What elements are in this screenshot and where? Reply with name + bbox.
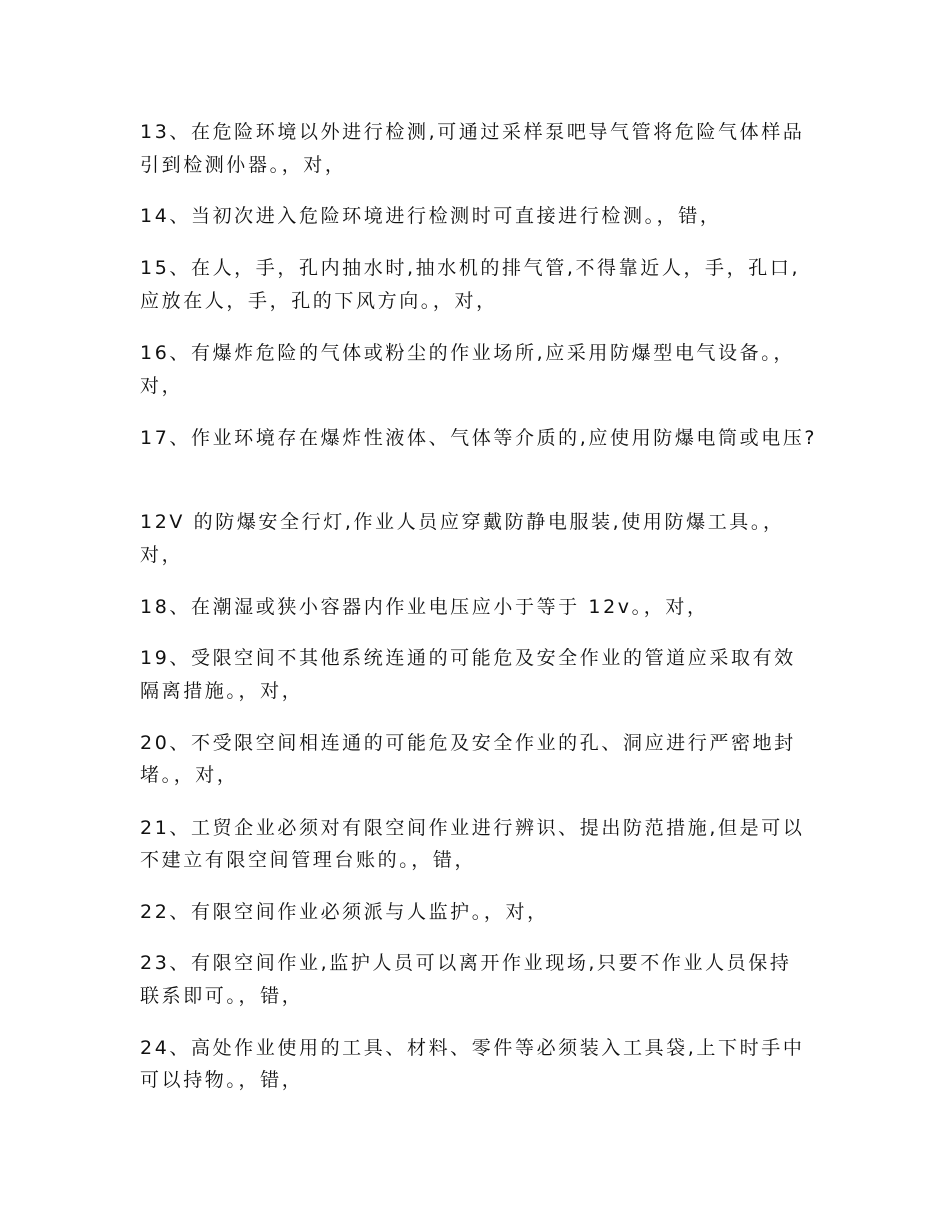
item-line: 12V 的防爆安全行灯,作业人员应穿戴防静电服装,使用防爆工具。， <box>140 511 785 533</box>
item-line: 对， <box>140 375 184 397</box>
item-line: 堵。，对， <box>140 764 239 786</box>
item-line: 22、有限空间作业必须派与人监护。，对， <box>140 901 549 923</box>
item-line: 不建立有限空间管理台账的。，错， <box>140 849 477 871</box>
item-line: 隔离措施。，对， <box>140 680 304 702</box>
item-line: 对， <box>140 544 184 566</box>
item-line: 18、在潮湿或狭小容器内作业电压应小于等于 12v。，对， <box>140 596 709 618</box>
item-line: 联系即可。，错， <box>140 985 304 1007</box>
item-line: 应放在人，手，孔的下风方向。，对， <box>140 290 498 312</box>
item-line: 24、高处作业使用的工具、材料、零件等必须装入工具袋,上下时手中 <box>140 1037 805 1059</box>
item-line: 21、工贸企业必须对有限空间作业进行辨识、提出防范措施,但是可以 <box>140 817 805 839</box>
item-line: 16、有爆炸危险的气体或粉尘的作业场所,应采用防爆型电气设备。， <box>140 342 795 364</box>
item-line: 19、受限空间不其他系统连通的可能危及安全作业的管道应采取有效 <box>140 647 796 669</box>
item-line: 23、有限空间作业,监护人员可以离开作业现场,只要不作业人员保持 <box>140 952 792 974</box>
item-line: 20、不受限空间相连通的可能危及安全作业的孔、洞应进行严密地封 <box>140 732 796 754</box>
item-line: 14、当初次进入危险环境进行检测时可直接进行检测。，错， <box>140 205 722 227</box>
item-line: 15、在人，手，孔内抽水时,抽水机的排气管,不得靠近人，手，孔口, <box>140 257 801 279</box>
item-line: 13、在危险环境以外进行检测,可通过采样泵吧导气管将危险气体样品 <box>140 121 805 143</box>
item-line: 可以持物。，错， <box>140 1069 304 1091</box>
item-line: 17、作业环境存在爆炸性液体、气体等介质的,应使用防爆电筒或电压? <box>140 427 818 449</box>
item-line: 引到检测仦器。，对， <box>140 154 347 176</box>
